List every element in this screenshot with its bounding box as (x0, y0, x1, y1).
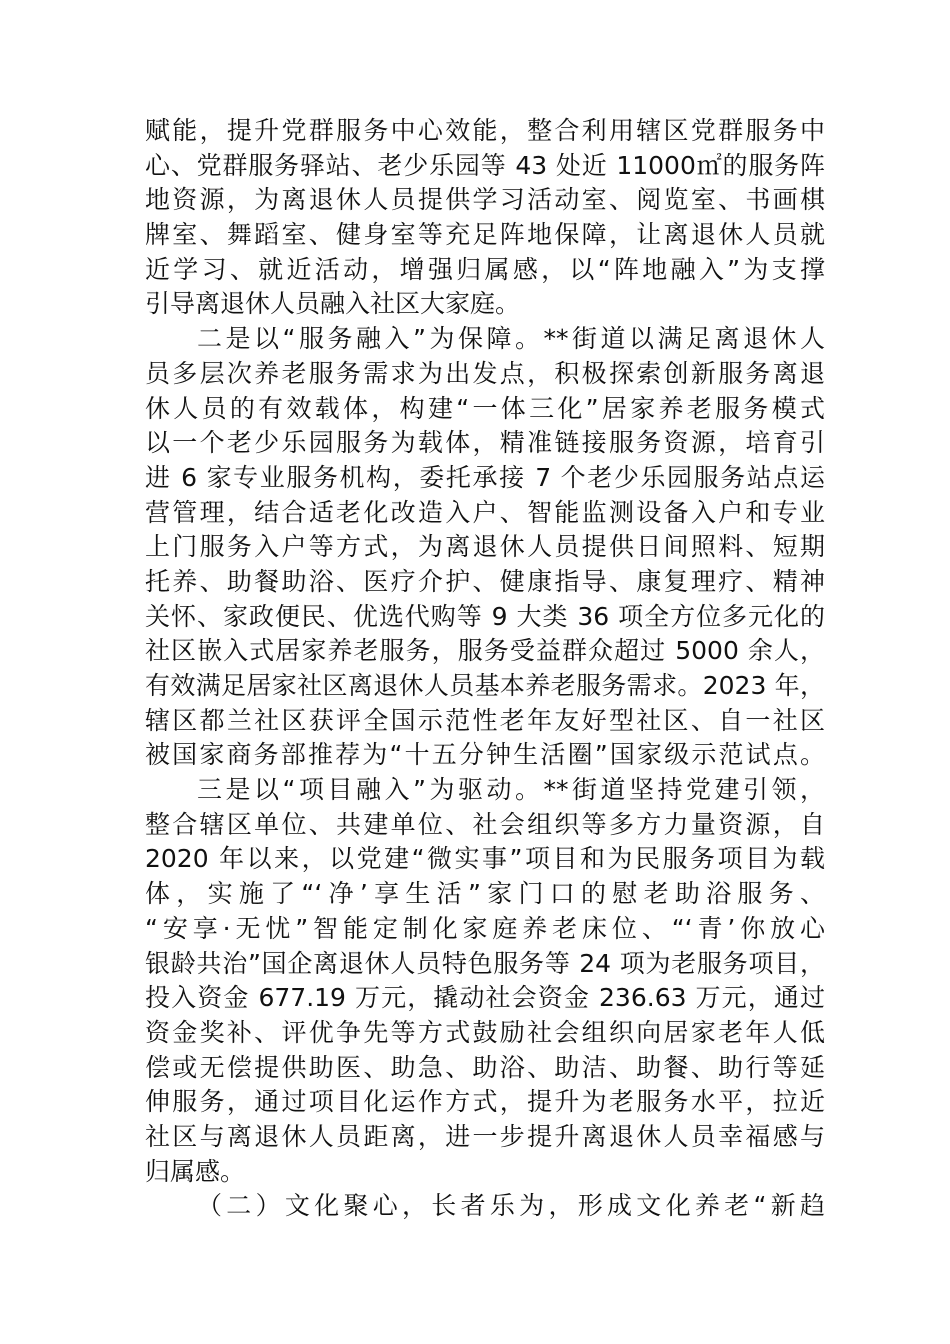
text-line: 归属感。 (145, 1156, 246, 1186)
text-line: 二是以“服务融入”为保障。**街道以满足离退休人 (197, 324, 825, 354)
text-line: 营管理，结合适老化改造入户、智能监测设备入户和专业 (145, 497, 825, 527)
text-line: 牌室、舞蹈室、健身室等充足阵地保障，让离退休人员就 (145, 220, 825, 250)
text-line: 员多层次养老服务需求为出发点，积极探索创新服务离退 (145, 358, 825, 388)
text-line: 引导离退休人员融入社区大家庭。 (145, 289, 521, 319)
text-line: 社区与离退休人员距离，进一步提升离退休人员幸福感与 (145, 1121, 825, 1151)
text-line: 心、党群服务驿站、老少乐园等 43 处近 11000㎡的服务阵 (145, 150, 825, 180)
text-line: 进 6 家专业服务机构，委托承接 7 个老少乐园服务站点运 (145, 462, 825, 492)
text-line: 2020 年以来，以党建“微实事”项目和为民服务项目为载 (145, 844, 825, 874)
text-line: 投入资金 677.19 万元，撬动社会资金 236.63 万元，通过 (145, 983, 825, 1013)
text-line: 资金奖补、评优争先等方式鼓励社会组织向居家老年人低 (145, 1017, 825, 1047)
text-line: 偿或无偿提供助医、助急、助浴、助洁、助餐、助行等延 (145, 1052, 825, 1082)
text-line: 伸服务，通过项目化运作方式，提升为老服务水平，拉近 (145, 1087, 825, 1117)
text-line: （二）文化聚心，长者乐为，形成文化养老“新趋 (197, 1191, 825, 1221)
text-line: 赋能，提升党群服务中心效能，整合利用辖区党群服务中 (145, 116, 825, 145)
text-line: 地资源，为离退休人员提供学习活动室、阅览室、书画棋 (145, 185, 825, 215)
text-line: 辖区都兰社区获评全国示范性老年友好型社区、自一社区 (145, 705, 825, 735)
text-line: 社区嵌入式居家养老服务，服务受益群众超过 5000 余人， (145, 636, 825, 666)
text-line: 银龄共治”国企离退休人员特色服务等 24 项为老服务项目， (145, 948, 825, 978)
text-line: “安享·无忧”智能定制化家庭养老床位、“‘青’你放心 (145, 913, 825, 943)
text-line: 托养、助餐助浴、医疗介护、健康指导、康复理疗、精神 (145, 566, 825, 596)
text-line: 三是以“项目融入”为驱动。**街道坚持党建引领， (197, 775, 825, 805)
text-line: 休人员的有效载体，构建“一体三化”居家养老服务模式 (145, 393, 825, 423)
text-line: 以一个老少乐园服务为载体，精准链接服务资源，培育引 (145, 428, 825, 458)
text-line: 上门服务入户等方式，为离退休人员提供日间照料、短期 (145, 532, 825, 562)
text-line: 有效满足居家社区离退休人员基本养老服务需求。2023 年， (145, 671, 825, 700)
text-line: 体，实施了“‘净’享生活”家门口的慰老助浴服务、 (145, 879, 825, 909)
text-line: 关怀、家政便民、优选代购等 9 大类 36 项全方位多元化的 (145, 601, 825, 631)
text-line: 近学习、就近活动，增强归属感，以“阵地融入”为支撑 (145, 254, 825, 284)
text-line: 整合辖区单位、共建单位、社会组织等多方力量资源，自 (145, 809, 825, 839)
text-line: 被国家商务部推荐为“十五分钟生活圈”国家级示范试点。 (145, 740, 825, 770)
body-text (145, 114, 825, 1224)
